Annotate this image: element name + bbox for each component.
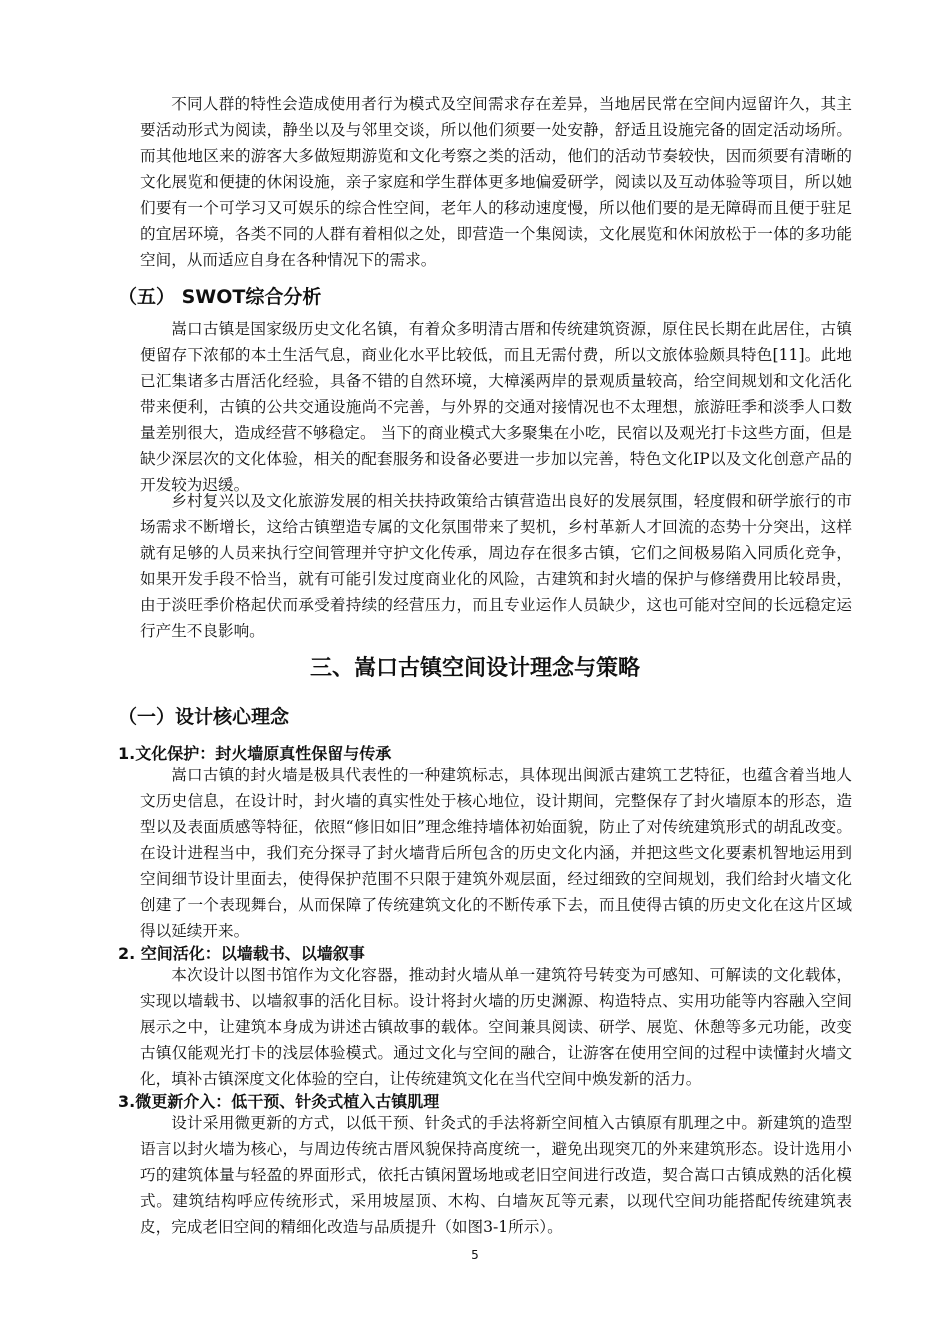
paragraph-micro-renewal: 设计采用微更新的方式，以低干预、针灸式的手法将新空间植入古镇原有肌理之中。新建筑的造型语言以封火墙为核心，与周边传统古厝风貌保持高度统一，避免出现突兀的外来建筑形态。设计选用小巧的建筑体量与轻盈的界面形式，依托古镇闲置场地或老旧空间进行改造，契合嵩口古镇成熟的活化模式。建筑结构呼应传统形式，采用坡屋顶、木构、白墙灰瓦等元素，以现代空间功能搭配传统建筑表皮，完成老旧空间的精细化改造与品质提升（如图3-1所示）。 (140, 1114, 852, 1236)
heading-cultural-protection: 1.文化保护：封火墙原真性保留与传承 (118, 744, 392, 763)
paragraph-cultural-protection: 嵩口古镇的封火墙是极具代表性的一种建筑标志，具体现出闽派古建筑工艺特征，也蕴含着当地人文历史信息，在设计时，封火墙的真实性处于核心地位，设计期间，完整保存了封火墙原本的形态，造型以及表面质感等特征，依照“修旧如旧”理念维持墙体初始面貌，防止了对传统建筑形式的胡乱改变。在设计进程当中，我们充分探寻了封火墙背后所包含的历史文化内涵，并把这些文化要素机智地运用到空间细节设计里面去，使得保护范围不只限于建筑外观层面，经过细致的空间规划，我们给封火墙文化创建了一个表现舞台，从而保障了传统建筑文化的不断传承下去，而且使得古镇的历史文化在这片区域得以延续开来。 (140, 766, 852, 940)
heading-swot: （五） SWOT综合分析 (118, 286, 322, 308)
paragraph-swot-strengths-weaknesses: 嵩口古镇是国家级历史文化名镇，有着众多明清古厝和传统建筑资源，原住民长期在此居住，古镇便留存下浓郁的本土生活气息，商业化水平比较低，而且无需付费，所以文旅体验颇具特色[11]。此地已汇集诸多古厝活化经验，具备不错的自然环境，大樟溪两岸的景观质量较高，给空间规划和文化活化带来便利，古镇的公共交通设施尚不完善，与外界的交通对接情况也不太理想，旅游旺季和淡季人口数量差别很大，造成经营不够稳定。 当下的商业模式大多聚集在小吃，民宿以及观光打卡这些方面，但是缺少深层次的文化体验，相关的配套服务和设备必要进一步加以完善，特色文化IP以及文化创意产品的开发较为迟缓。 (140, 320, 852, 494)
heading-micro-renewal: 3.微更新介入：低干预、针灸式植入古镇肌理 (118, 1092, 440, 1111)
paragraph-user-needs: 不同人群的特性会造成使用者行为模式及空间需求存在差异，当地居民常在空间内逗留许久，其主要活动形式为阅读，静坐以及与邻里交谈，所以他们须要一处安静，舒适且设施完备的固定活动场所。而其他地区来的游客大多做短期游览和文化考察之类的活动，他们的活动节奏较快，因而须要有清晰的文化展览和便捷的休闲设施，亲子家庭和学生群体更多地偏爱研学，阅读以及互动体验等项目，所以她们要有一个可学习又可娱乐的综合性空间，老年人的移动速度慢，所以他们要的是无障碍而且便于驻足的宜居环境，各类不同的人群有着相似之处，即营造一个集阅读，文化展览和休闲放松于一体的多功能空间，从而适应自身在各种情况下的需求。 (140, 95, 852, 269)
paragraph-swot-opportunities-threats: 乡村复兴以及文化旅游发展的相关扶持政策给古镇营造出良好的发展氛围，轻度假和研学旅行的市场需求不断增长，这给古镇塑造专属的文化氛围带来了契机，乡村革新人才回流的态势十分突出，这样就有足够的人员来执行空间管理并守护文化传承，周边存在很多古镇，它们之间极易陷入同质化竞争，如果开发手段不恰当，就有可能引发过度商业化的风险，古建筑和封火墙的保护与修缮费用比较昂贵，由于淡旺季价格起伏而承受着持续的经营压力，而且专业运作人员缺少，这也可能对空间的长远稳定运行产生不良影响。 (140, 492, 852, 640)
heading-core-concept: （一）设计核心理念 (118, 706, 290, 728)
page-number: 5 (471, 1248, 479, 1262)
chapter-heading: 三、嵩口古镇空间设计理念与策略 (309, 656, 640, 681)
heading-space-activation: 2. 空间活化：以墙载书、以墙叙事 (118, 944, 365, 963)
paragraph-space-activation: 本次设计以图书馆作为文化容器，推动封火墙从单一建筑符号转变为可感知、可解读的文化载体，实现以墙载书、以墙叙事的活化目标。设计将封火墙的历史渊源、构造特点、实用功能等内容融入空间展示之中，让建筑本身成为讲述古镇故事的载体。空间兼具阅读、研学、展览、休憩等多元功能，改变古镇仅能观光打卡的浅层体验模式。通过文化与空间的融合，让游客在使用空间的过程中读懂封火墙文化，填补古镇深度文化体验的空白，让传统建筑文化在当代空间中焕发新的活力。 (140, 966, 852, 1088)
